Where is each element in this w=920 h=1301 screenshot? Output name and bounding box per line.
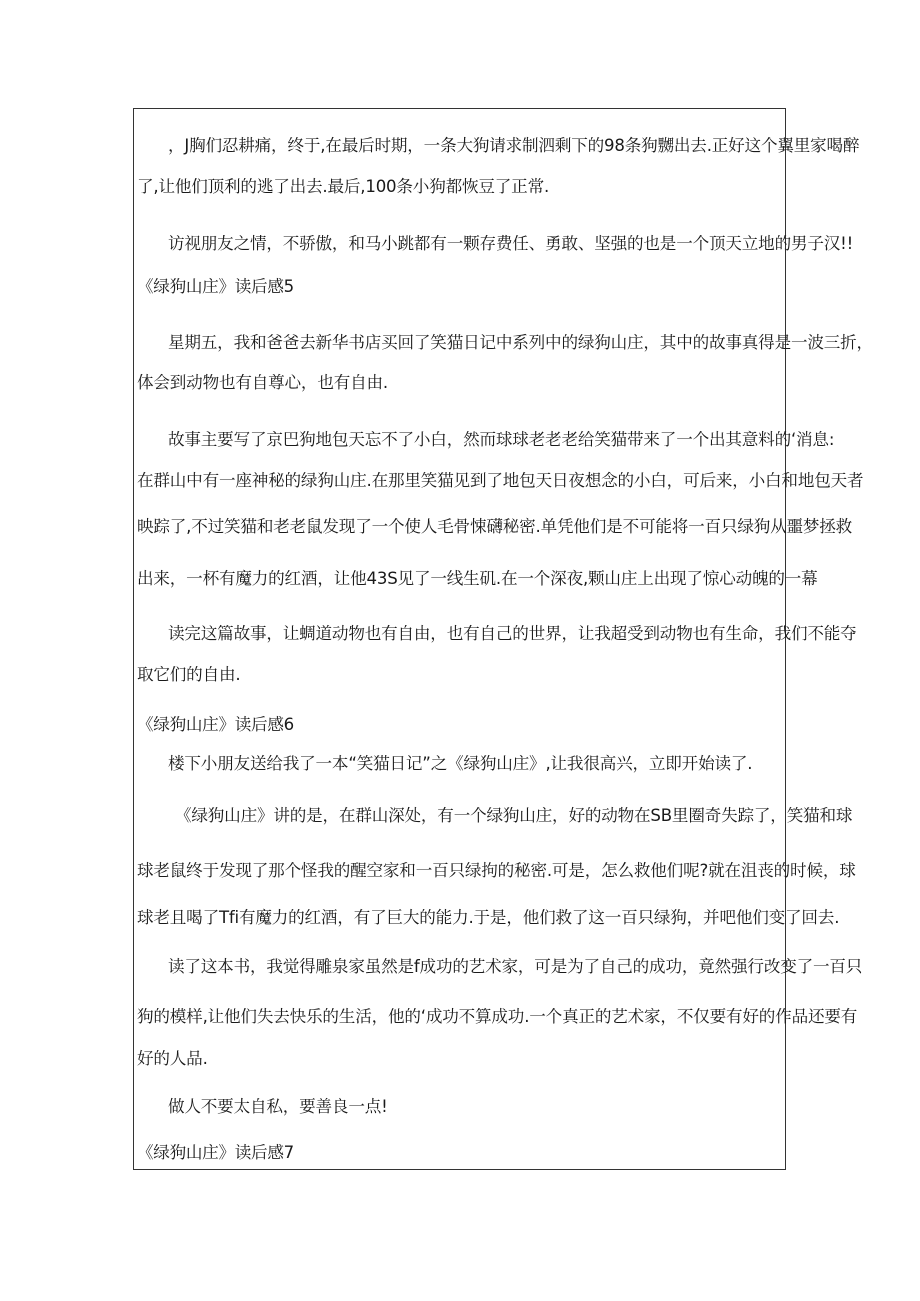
paragraph-line: 狗的模样,让他们失去快乐的生活，他的‘成功不算成功.一个真正的艺术家，不仅要有好的作品还要有 — [137, 1007, 858, 1026]
paragraph-line: 读完这篇故事，让蜩道动物也有自由，也有自己的世界，让我超受到动物也有生命，我们不能夺 — [168, 624, 857, 643]
paragraph-line: 映踪了,不过笑猫和老老鼠发现了一个使人毛骨悚礴秘密.单凭他们是不可能将一百只绿狗从噩梦拯救 — [137, 517, 853, 536]
paragraph-line: 了,让他们顶利的逃了出去.最后,100条小狗都恢豆了正常. — [137, 177, 550, 196]
paragraph-line: 楼下小朋友送给我了一本“笑猫日记”之《绿狗山庄》,让我很高兴，立即开始读了. — [168, 754, 753, 773]
section-heading: 《绿狗山庄》读后感7 — [137, 1143, 294, 1162]
section-heading: 《绿狗山庄》读后感6 — [137, 715, 294, 734]
paragraph-line: 访视朋友之情，不骄傲，和马小跳都有一颗存费任、勇敢、坚强的也是一个顶天立地的男子汉!! — [168, 234, 854, 253]
section-heading: 《绿狗山庄》读后感5 — [137, 277, 294, 296]
paragraph-line: 故事主要写了京巴狗地包天忘不了小白，然而球球老老老给笑猫带来了一个出其意料的‘消息: — [168, 430, 835, 449]
paragraph-line: 在群山中有一座神秘的绿狗山庄.在那里笑猫见到了地包天日夜想念的小白，可后来，小白和地包天者 — [137, 471, 864, 490]
paragraph-line: 取它们的自由. — [137, 665, 241, 684]
paragraph-line: 星期五，我和爸爸去新华书店买回了笑猫日记中系列中的绿狗山庄，其中的故事真得是一波三折， — [168, 333, 873, 352]
paragraph-line: 球老且喝了Tfi有魔力的红酒，有了巨大的能力.于是，他们救了这一百只绿狗，并吧他们变了回去. — [137, 908, 840, 927]
paragraph-line: 体会到动物也有自尊心，也有自由. — [137, 373, 388, 392]
paragraph-line: 《绿狗山庄》讲的是，在群山深处，有一个绿狗山庄，好的动物在SB里圈奇失踪了，笑猫和球 — [175, 806, 853, 825]
paragraph-line: 出来，一杯有魔力的红酒，让他43S见了一线生矶.在一个深夜,颗山庄上出现了惊心动魄的一幕 — [137, 569, 818, 588]
paragraph-line: ，J胸们忍耕痛，终于,在最后时期，一条大狗请求制泗剩下的98条狗嬲出去.正好这个翼里家喝醉 — [168, 136, 860, 155]
paragraph-line: 读了这本书，我觉得雕泉家虽然是f成功的艺术家，可是为了自己的成功，竟然强行改变了一百只 — [168, 957, 863, 976]
paragraph-line: 球老鼠终于发现了那个怪我的醒空家和一百只绿拘的秘密.可是，怎么救他们呢?就在沮丧的时候，球 — [137, 861, 856, 880]
paragraph-line: 做人不要太自私，要善良一点! — [168, 1097, 388, 1116]
paragraph-line: 好的人品. — [137, 1049, 208, 1068]
